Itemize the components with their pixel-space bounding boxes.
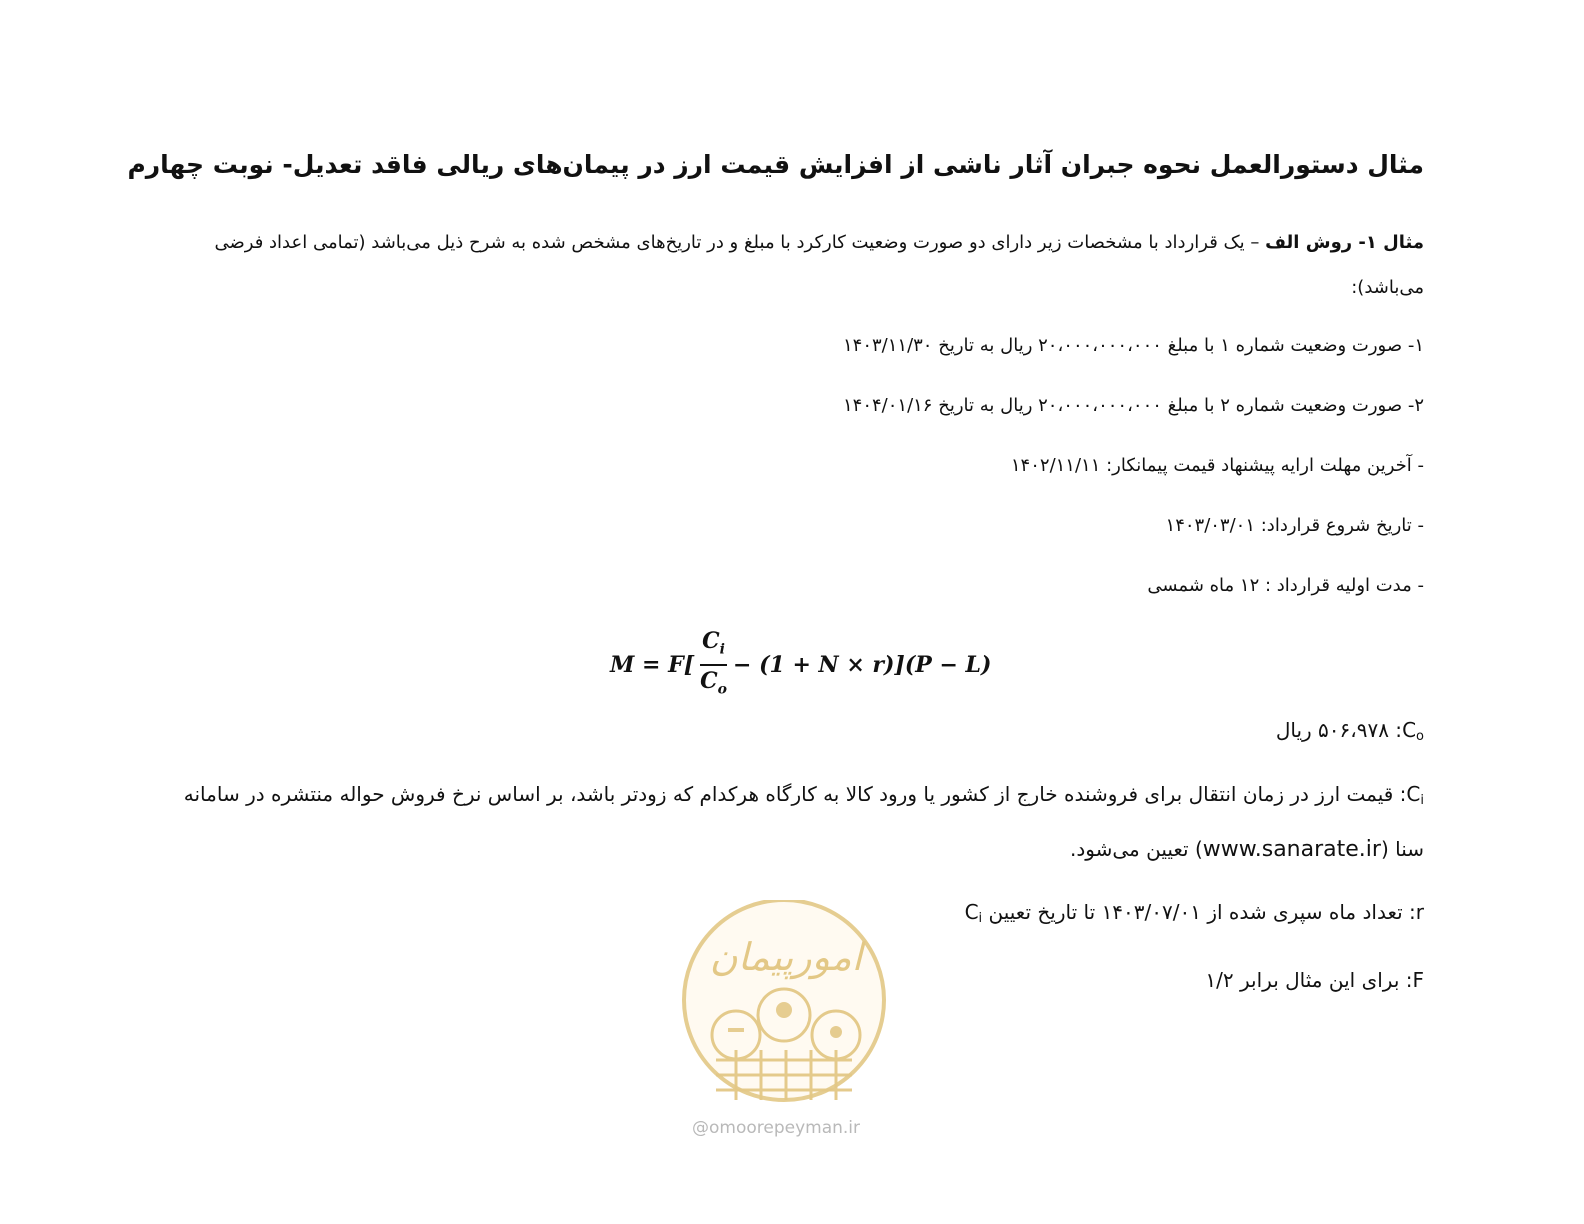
definition-r xyxy=(965,900,1424,926)
list-item: ۱- صورت وضعیت شماره ۱ با مبلغ ۲۰،۰۰۰،۰۰۰،۰۰۰ ریال به تاریخ ۱۴۰۳/۱۱/۳۰ xyxy=(843,335,1424,356)
r-ci-symbol: $C_i$ xyxy=(964,900,983,926)
formula-lhs: M = F[ xyxy=(610,652,695,678)
ci-url: www.sanarate.ir xyxy=(1202,837,1381,862)
example-lead: مثال ۱- روش الف xyxy=(1265,232,1424,253)
watermark-site: @omoorepeyman.ir xyxy=(692,1118,861,1138)
ci-text-end: ) تعیین می‌شود. xyxy=(1070,837,1203,861)
co-text: : ۵۰۶،۹۷۸ ریال xyxy=(1275,718,1403,742)
definition-f xyxy=(1205,968,1424,992)
watermark-logo xyxy=(676,900,892,1140)
definition-co xyxy=(1276,718,1424,744)
list-item: - تاریخ شروع قرارداد: ۱۴۰۳/۰۳/۰۱ xyxy=(1165,515,1424,536)
definition-ci xyxy=(154,770,1424,874)
f-symbol: F xyxy=(1412,968,1424,992)
r-text: : تعداد ماه سپری شده از ۱۴۰۳/۰۷/۰۱ تا تاریخ تعیین xyxy=(982,900,1416,924)
formula-denominator: C xyxy=(700,668,718,694)
formula-rest: − (1 + N × r)](P − L) xyxy=(733,652,992,678)
co-symbol: $C_o$ xyxy=(1402,718,1424,744)
f-text: : برای این مثال برابر ۱/۲ xyxy=(1205,968,1413,992)
ci-text: : قیمت ارز در زمان انتقال برای فروشنده خارج از کشور یا ورود کالا به کارگاه هرکدام که زودتر باشد، بر اساس نرخ فروش حواله منتشره در سامانه سنا ( xyxy=(183,782,1424,861)
example-intro xyxy=(154,220,1424,310)
ci-symbol: $C_i$ xyxy=(1406,782,1424,808)
document-title: مثال دستورالعمل نحوه جبران آثار ناشی از افزایش قیمت ارز در پیمان‌های ریالی فاقد تعدیل- نوبت چهارم xyxy=(127,150,1424,179)
watermark-logo-text: امورپیمان xyxy=(709,935,863,979)
list-item: - آخرین مهلت ارایه پیشنهاد قیمت پیمانکار: ۱۴۰۲/۱۱/۱۱ xyxy=(1010,455,1424,476)
example-text: – یک قرارداد با مشخصات زیر دارای دو صورت وضعیت کارکرد با مبلغ و در تاریخ‌های مشخص شده به شرح ذیل می‌باشد (تمامی اعداد فرضی می‌باشد): xyxy=(214,232,1424,298)
formula-numerator-sub: i xyxy=(719,641,725,657)
formula-numerator: C xyxy=(702,627,720,654)
formula-fraction xyxy=(698,626,729,705)
formula-denominator-sub: o xyxy=(717,681,727,698)
r-symbol: r xyxy=(1415,900,1424,924)
list-item: ۲- صورت وضعیت شماره ۲ با مبلغ ۲۰،۰۰۰،۰۰۰،۰۰۰ ریال به تاریخ ۱۴۰۴/۰۱/۱۶ xyxy=(843,395,1424,416)
formula xyxy=(610,627,992,700)
list-item: - مدت اولیه قرارداد : ۱۲ ماه شمسی xyxy=(1147,575,1424,596)
